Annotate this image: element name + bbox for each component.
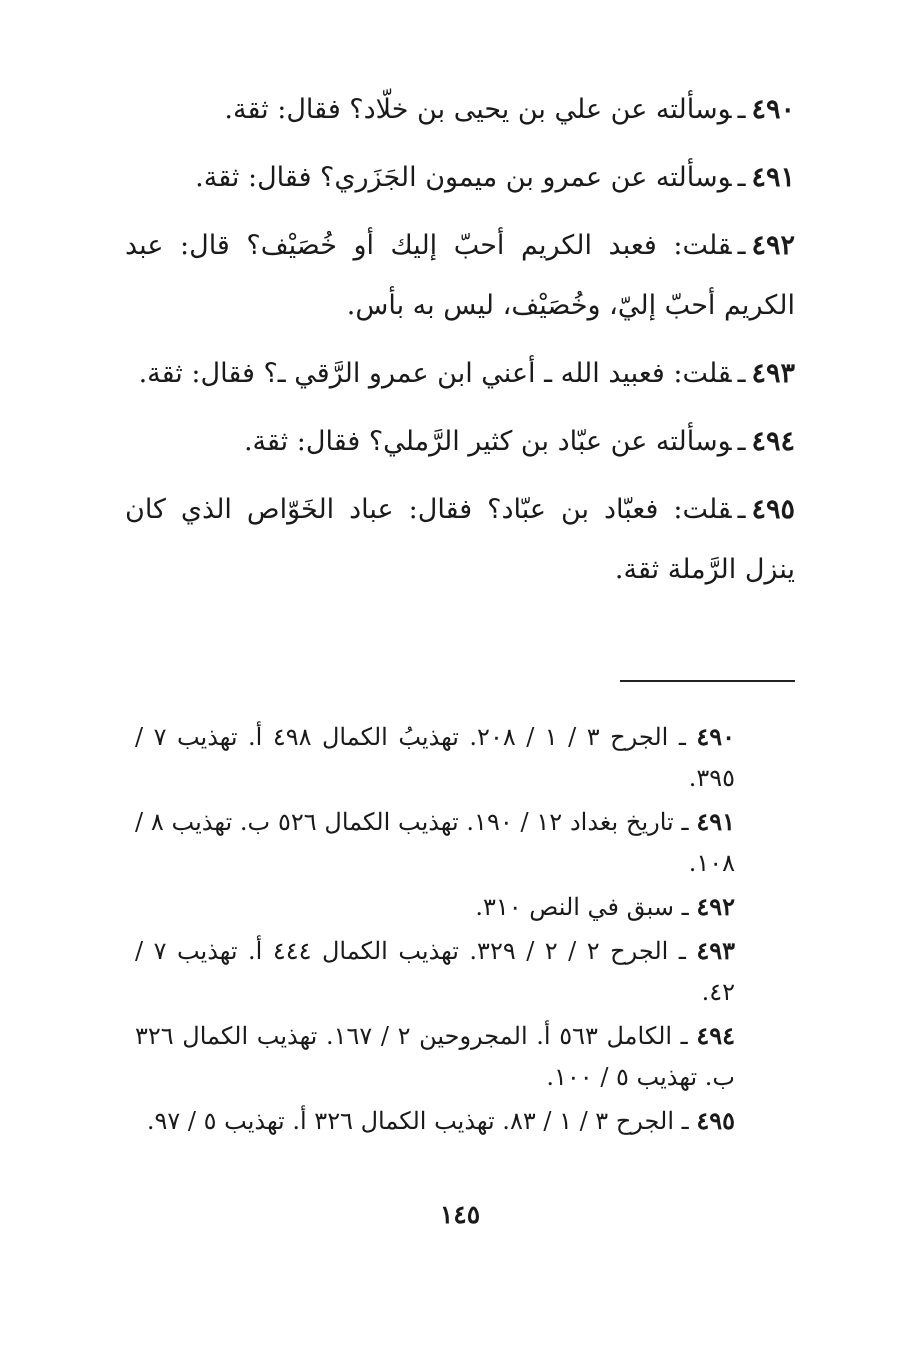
footnote-number: ٤٩٢: [696, 892, 735, 921]
footnote-text: الجرح ٣ / ١ / ٨٣. تهذيب الكمال ٣٢٦ أ. تهذيب ٥ / ٩٧.: [146, 1107, 675, 1135]
footnote-number: ٤٩١: [696, 807, 735, 836]
footnote-text: الجرح ٣ / ١ / ٢٠٨. تهذيبُ الكمال ٤٩٨ أ. تهذيب ٧ / ٣٩٥.: [135, 723, 735, 792]
entry-number: ٤٩٣: [751, 358, 795, 389]
entry-text: قلت: فعبيد الله ـ أعني ابن عمرو الرَّقي ـ؟ فقال: ثقة.: [138, 358, 732, 389]
footnote-number: ٤٩٠: [696, 722, 736, 751]
entry-text: وسألته عن علي بن يحيى بن خلّاد؟ فقال: ثقة.: [224, 94, 732, 125]
footnote-text: الكامل ٥٦٣ أ. المجروحين ٢ / ١٦٧. تهذيب الكمال ٣٢٦ ب. تهذيب ٥ / ١٠٠.: [135, 1022, 735, 1091]
page-number: ١٤٥: [439, 1200, 481, 1229]
footnote-number: ٤٩٣: [696, 936, 736, 965]
entry-493: ٤٩٣ـقلت: فعبيد الله ـ أعني ابن عمرو الرَّقي ـ؟ فقال: ثقة.: [138, 358, 795, 389]
footnote-491: ٤٩١ ـ تاريخ بغداد ١٢ / ١٩٠. تهذيب الكمال ٥٢٦ ب. تهذيب ٨ / ١٠٨.: [135, 807, 735, 877]
footnote-number: ٤٩٤: [696, 1021, 736, 1050]
footnote-text: تاريخ بغداد ١٢ / ١٩٠. تهذيب الكمال ٥٢٦ ب. تهذيب ٨ / ١٠٨.: [135, 808, 735, 877]
footnote-number: ٤٩٥: [696, 1106, 735, 1135]
entry-number: ٤٩٠: [751, 94, 795, 125]
entry-490: ٤٩٠ـوسألته عن علي بن يحيى بن خلّاد؟ فقال: ثقة.: [224, 94, 795, 125]
entry-number: ٤٩١: [751, 162, 795, 193]
main-text: [125, 80, 795, 608]
entry-494: ٤٩٤ـوسألته عن عبّاد بن كثير الرَّملي؟ فقال: ثقة.: [243, 426, 795, 457]
entry-number: ٤٩٤: [751, 426, 795, 457]
footnote-495: ٤٩٥ ـ الجرح ٣ / ١ / ٨٣. تهذيب الكمال ٣٢٦ أ. تهذيب ٥ / ٩٧.: [146, 1106, 735, 1135]
footnote-494: ٤٩٤ ـ الكامل ٥٦٣ أ. المجروحين ٢ / ١٦٧. تهذيب الكمال ٣٢٦ ب. تهذيب ٥ / ١٠٠.: [135, 1021, 736, 1091]
footnote-text: الجرح ٢ / ٢ / ٣٢٩. تهذيب الكمال ٤٤٤ أ. تهذيب ٧ / ٤٢.: [135, 937, 735, 1006]
entry-491: ٤٩١ـوسألته عن عمرو بن ميمون الجَزَري؟ فقال: ثقة.: [195, 162, 795, 193]
footnote-493: ٤٩٣ ـ الجرح ٢ / ٢ / ٣٢٩. تهذيب الكمال ٤٤٤ أ. تهذيب ٧ / ٤٢.: [135, 936, 736, 1006]
footnote-490: ٤٩٠ ـ الجرح ٣ / ١ / ٢٠٨. تهذيبُ الكمال ٤٩٨ أ. تهذيب ٧ / ٣٩٥.: [135, 722, 736, 792]
footnote-divider: [620, 680, 795, 682]
entry-number: ٤٩٥: [751, 494, 795, 525]
footnote-text: سبق في النص ٣١٠.: [475, 893, 675, 921]
footnotes: [135, 716, 735, 1144]
entry-text: قلت: فعبد الكريم أحبّ إليك أو خُصَيْف؟ قال: عبد الكريم أحبّ إليّ، وخُصَيْف، ليس به بأس.: [125, 230, 795, 321]
entry-text: قلت: فعبّاد بن عبّاد؟ فقال: عباد الخَوّاص الذي كان ينزل الرَّملة ثقة.: [125, 494, 795, 585]
entry-492: ٤٩٢ـقلت: فعبد الكريم أحبّ إليك أو خُصَيْف؟ قال: عبد الكريم أحبّ إليّ، وخُصَيْف، ليس به بأس.: [125, 230, 795, 321]
footnote-492: ٤٩٢ ـ سبق في النص ٣١٠.: [475, 892, 735, 921]
entry-text: وسألته عن عبّاد بن كثير الرَّملي؟ فقال: ثقة.: [243, 426, 732, 457]
entry-text: وسألته عن عمرو بن ميمون الجَزَري؟ فقال: ثقة.: [195, 162, 732, 193]
entry-495: ٤٩٥ـقلت: فعبّاد بن عبّاد؟ فقال: عباد الخَوّاص الذي كان ينزل الرَّملة ثقة.: [125, 494, 795, 585]
entry-number: ٤٩٢: [751, 230, 795, 261]
